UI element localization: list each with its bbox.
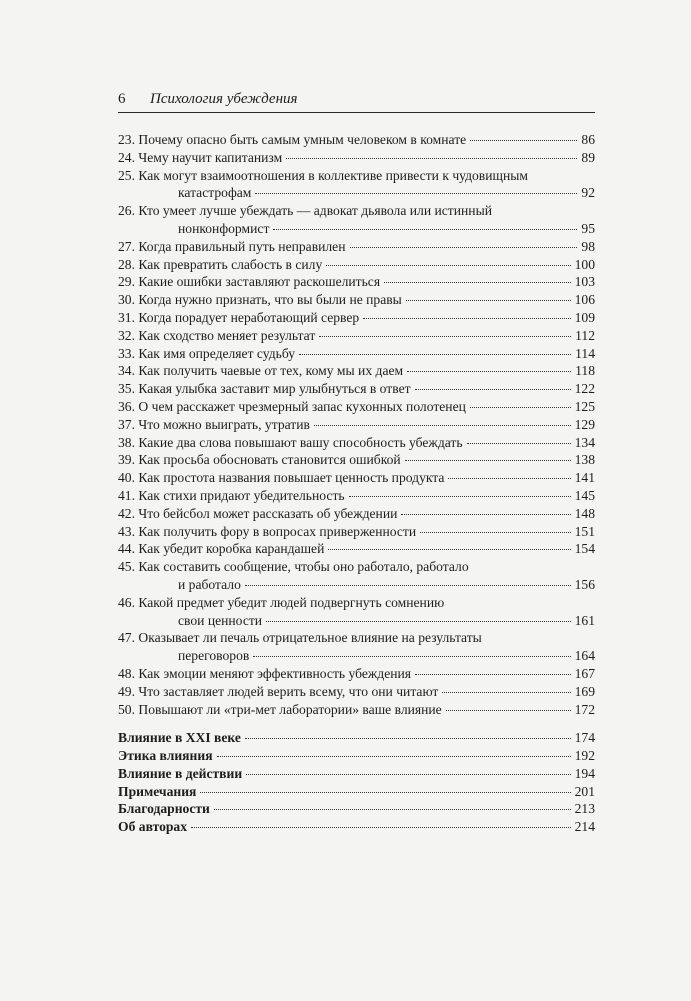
toc-entry-title-continued: катастрофам bbox=[178, 185, 252, 201]
toc-section-title: Примечания bbox=[118, 783, 197, 799]
toc-section bbox=[118, 783, 595, 801]
toc-section-title: Об авторах bbox=[118, 819, 188, 835]
toc-entry bbox=[118, 149, 595, 167]
dot-leader bbox=[446, 709, 571, 711]
toc-page-number: 154 bbox=[574, 541, 595, 557]
toc-entry-title: 42. Что бейсбол может рассказать об убеждении bbox=[118, 505, 398, 521]
toc-page-number: 145 bbox=[574, 487, 595, 503]
toc-entry bbox=[118, 540, 595, 558]
toc-entry bbox=[118, 701, 595, 719]
dot-leader bbox=[415, 388, 571, 390]
toc-entry-title: 30. Когда нужно признать, что вы были не правы bbox=[118, 292, 402, 308]
dot-leader bbox=[245, 737, 571, 739]
toc-page-number: 103 bbox=[574, 274, 595, 290]
running-head bbox=[118, 90, 594, 108]
dot-leader bbox=[286, 157, 577, 159]
toc-entry-title: 49. Что заставляет людей верить всему, что они читают bbox=[118, 683, 439, 699]
dot-leader bbox=[407, 370, 571, 372]
toc-entry bbox=[118, 398, 595, 416]
dot-leader bbox=[415, 673, 571, 675]
toc-entry-title: 48. Как эмоции меняют эффективность убеждения bbox=[118, 665, 412, 681]
dot-leader bbox=[314, 424, 571, 426]
toc-section-title: Этика влияния bbox=[118, 748, 213, 764]
dot-leader bbox=[350, 246, 578, 248]
toc-page-number: 174 bbox=[574, 730, 595, 746]
toc-entry-title: 25. Как могут взаимоотношения в коллективе привести к чудовищным bbox=[118, 167, 528, 183]
toc-page-number: 89 bbox=[581, 149, 595, 165]
toc-page-number: 106 bbox=[574, 292, 595, 308]
toc-entry bbox=[118, 416, 595, 434]
toc-page-number: 161 bbox=[574, 612, 595, 628]
toc-entry bbox=[118, 487, 595, 505]
toc-section bbox=[118, 747, 595, 765]
toc-page-number: 194 bbox=[574, 765, 595, 781]
toc-entry bbox=[118, 202, 595, 238]
toc-entry-title-continued: и работало bbox=[178, 576, 241, 592]
toc-entry-title: 28. Как превратить слабость в силу bbox=[118, 256, 323, 272]
table-of-contents bbox=[118, 131, 595, 836]
toc-page-number: 201 bbox=[574, 783, 595, 799]
toc-page-number: 192 bbox=[574, 748, 595, 764]
page-number: 6 bbox=[118, 91, 126, 107]
toc-page-number: 92 bbox=[581, 185, 595, 201]
dot-leader bbox=[191, 826, 571, 828]
dot-leader bbox=[442, 691, 570, 693]
dot-leader bbox=[319, 335, 571, 337]
toc-entry-title: 50. Повышают ли «три-мет лаборатории» ваше влияние bbox=[118, 701, 442, 717]
toc-entry-title-continued: свои ценности bbox=[178, 612, 263, 628]
toc-entry bbox=[118, 345, 595, 363]
dot-leader bbox=[326, 264, 570, 266]
dot-leader bbox=[214, 808, 571, 810]
toc-section bbox=[118, 729, 595, 747]
book-title: Психология убеждения bbox=[150, 91, 298, 107]
toc-entry bbox=[118, 629, 595, 665]
toc-page-number: 118 bbox=[575, 363, 595, 379]
dot-leader bbox=[401, 513, 570, 515]
toc-page-number: 125 bbox=[574, 398, 595, 414]
dot-leader bbox=[384, 281, 571, 283]
toc-page-number: 151 bbox=[574, 523, 595, 539]
toc-entry bbox=[118, 434, 595, 452]
toc-entry bbox=[118, 291, 595, 309]
dot-leader bbox=[200, 791, 570, 793]
toc-page-number: 122 bbox=[574, 381, 595, 397]
toc-entry-title: 23. Почему опасно быть самым умным человеком в комнате bbox=[118, 132, 467, 147]
dot-leader bbox=[245, 584, 571, 586]
toc-page-number: 86 bbox=[581, 132, 595, 147]
toc-entry-title: 26. Кто умеет лучше убеждать — адвокат дьявола или истинный bbox=[118, 203, 492, 219]
toc-entry bbox=[118, 451, 595, 469]
toc-entry-title: 27. Когда правильный путь неправилен bbox=[118, 238, 346, 254]
toc-page-number: 129 bbox=[574, 416, 595, 432]
toc-entry-title: 39. Как просьба обосновать становится ошибкой bbox=[118, 452, 401, 468]
toc-entry bbox=[118, 469, 595, 487]
dot-leader bbox=[253, 655, 570, 657]
dot-leader bbox=[448, 477, 570, 479]
toc-page-number: 112 bbox=[575, 327, 595, 343]
toc-entry bbox=[118, 131, 595, 149]
toc-entry-title: 31. Когда порадует неработающий сервер bbox=[118, 309, 360, 325]
dot-leader bbox=[467, 442, 571, 444]
toc-entry bbox=[118, 523, 595, 541]
toc-entry-title: 29. Какие ошибки заставляют раскошелиться bbox=[118, 274, 381, 290]
toc-page-number: 167 bbox=[574, 665, 595, 681]
dot-leader bbox=[299, 353, 571, 355]
toc-entry bbox=[118, 558, 595, 594]
dot-leader bbox=[255, 192, 577, 194]
toc-page-number: 141 bbox=[574, 470, 595, 486]
toc-entry-title: 34. Как получить чаевые от тех, кому мы их даем bbox=[118, 363, 404, 379]
dot-leader bbox=[266, 620, 571, 622]
toc-entry bbox=[118, 167, 595, 203]
dot-leader bbox=[363, 317, 570, 319]
toc-entry-title: 33. Как имя определяет судьбу bbox=[118, 345, 296, 361]
toc-entry bbox=[118, 256, 595, 274]
toc-section bbox=[118, 818, 595, 836]
toc-page-number: 164 bbox=[574, 648, 595, 664]
dot-leader bbox=[246, 773, 570, 775]
toc-page-number: 213 bbox=[574, 801, 595, 817]
toc-entry bbox=[118, 327, 595, 345]
toc-page-number: 134 bbox=[574, 434, 595, 450]
toc-entry bbox=[118, 273, 595, 291]
toc-entry bbox=[118, 665, 595, 683]
toc-page-number: 114 bbox=[575, 345, 595, 361]
dot-leader bbox=[328, 548, 570, 550]
toc-section-title: Влияние в XXI веке bbox=[118, 730, 241, 746]
toc-page-number: 156 bbox=[574, 576, 595, 592]
toc-entry bbox=[118, 594, 595, 630]
dot-leader bbox=[420, 531, 570, 533]
toc-entry-title: 36. О чем расскажет чрезмерный запас кухонных полотенец bbox=[118, 398, 466, 414]
toc-entry bbox=[118, 362, 595, 380]
toc-entry bbox=[118, 683, 595, 701]
toc-entry-title: 38. Какие два слова повышают вашу способность убеждать bbox=[118, 434, 463, 450]
toc-page-number: 214 bbox=[574, 819, 595, 835]
toc-page-number: 169 bbox=[574, 683, 595, 699]
dot-leader bbox=[470, 406, 571, 408]
toc-entry-title: 41. Как стихи придают убедительность bbox=[118, 487, 345, 503]
dot-leader bbox=[217, 755, 571, 757]
dot-leader bbox=[349, 495, 571, 497]
dot-leader bbox=[470, 139, 577, 141]
toc-page-number: 138 bbox=[574, 452, 595, 468]
toc-page-number: 95 bbox=[581, 220, 595, 236]
toc-section-title: Благодарности bbox=[118, 801, 210, 817]
toc-entry-title: 45. Как составить сообщение, чтобы оно работало, работало bbox=[118, 559, 469, 575]
toc-entry-title-continued: нонконформист bbox=[178, 220, 270, 236]
section-gap bbox=[118, 718, 595, 729]
toc-entry-title: 37. Что можно выиграть, утратив bbox=[118, 416, 310, 432]
header-rule bbox=[118, 112, 595, 113]
toc-entry bbox=[118, 238, 595, 256]
toc-entry-title: 47. Оказывает ли печаль отрицательное влияние на результаты bbox=[118, 630, 482, 646]
toc-page-number: 148 bbox=[574, 505, 595, 521]
dot-leader bbox=[406, 299, 571, 301]
toc-page-number: 172 bbox=[574, 701, 595, 717]
toc-entry-title: 35. Какая улыбка заставит мир улыбнуться в ответ bbox=[118, 381, 411, 397]
toc-page-number: 109 bbox=[574, 309, 595, 325]
toc-entry-title: 46. Какой предмет убедит людей подвергнуть сомнению bbox=[118, 594, 445, 610]
dot-leader bbox=[405, 459, 571, 461]
toc-entry-title-continued: переговоров bbox=[178, 648, 250, 664]
toc-entry bbox=[118, 505, 595, 523]
toc-section-title: Влияние в действии bbox=[118, 765, 243, 781]
toc-section bbox=[118, 800, 595, 818]
toc-entry-title: 40. Как простота названия повышает ценность продукта bbox=[118, 470, 445, 486]
toc-entry-title: 24. Чему научит капитанизм bbox=[118, 149, 283, 165]
toc-entry-title: 32. Как сходство меняет результат bbox=[118, 327, 316, 343]
toc-page-number: 98 bbox=[581, 238, 595, 254]
toc-entry bbox=[118, 309, 595, 327]
toc-page-number: 100 bbox=[574, 256, 595, 272]
toc-entry-title: 44. Как убедит коробка карандашей bbox=[118, 541, 325, 557]
dot-leader bbox=[273, 228, 577, 230]
toc-section bbox=[118, 765, 595, 783]
toc-entry bbox=[118, 380, 595, 398]
toc-entry-title: 43. Как получить фору в вопросах приверженности bbox=[118, 523, 417, 539]
